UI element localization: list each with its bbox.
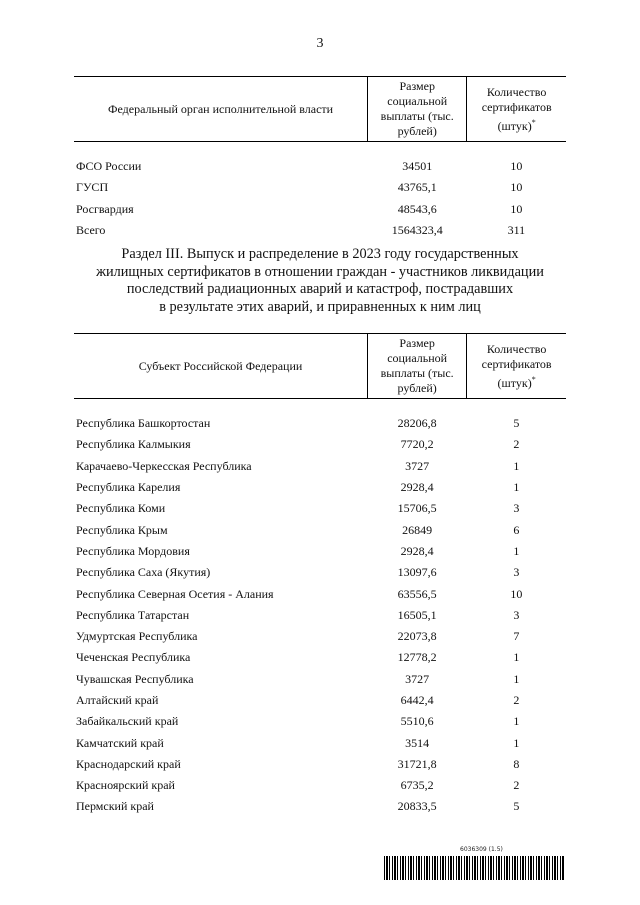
document-barcode: [384, 846, 564, 882]
table-body: [74, 142, 566, 242]
barcode-number: 6036309 (1.5): [460, 846, 503, 853]
row-payment-cell: 2928,4: [400, 543, 434, 558]
row-count-cell: 1: [513, 480, 520, 495]
table-row: [74, 626, 566, 647]
row-count-cell: 10: [510, 159, 523, 174]
table-row: [74, 177, 566, 198]
table-row: [74, 413, 566, 434]
row-count-cell: 1: [513, 671, 520, 686]
row-count-cell: 311: [507, 223, 526, 238]
row-count-cell: 2: [513, 437, 520, 452]
row-count-cell: 5: [513, 799, 520, 814]
row-count-cell: 10: [510, 201, 523, 216]
table-row: [74, 775, 566, 796]
row-payment-cell: 20833,5: [397, 799, 437, 814]
table-row: [74, 199, 566, 220]
row-payment-cell: 6442,4: [400, 693, 434, 707]
column-header-agency: Федеральный орган исполнительной власти: [108, 101, 334, 116]
row-name-cell: Чувашская Республика: [76, 671, 194, 686]
row-payment-cell: 63556,5: [397, 586, 437, 601]
row-name-cell: Чеченская Республика: [76, 650, 191, 665]
row-payment-cell: 13097,6: [397, 565, 437, 580]
spacer-row: [74, 399, 566, 414]
row-count-cell: 6: [513, 522, 520, 537]
table-row: [74, 711, 566, 732]
table-row: [74, 456, 566, 477]
page-number: 3: [316, 36, 324, 51]
row-name-cell: Республика Коми: [76, 501, 166, 516]
table-header-row: [74, 334, 566, 399]
row-name-cell: Росгвардия: [76, 201, 134, 216]
section-title: Раздел III. Выпуск и распределение в 2023 году государственных жилищных сертификатов в отношении граждан - участников ликвидации последствий радиационных аварий и катастроф, пострадавших в результате этих аварий, и приравненных к ним лиц: [96, 246, 544, 315]
column-header-region: Субъект Российской Федерации: [138, 358, 303, 373]
table-row: [74, 583, 566, 604]
table-row: [74, 754, 566, 775]
row-payment-cell: 26849: [402, 522, 433, 537]
row-name-cell: Республика Мордовия: [76, 543, 190, 558]
table-row: [74, 220, 566, 241]
row-payment-cell: 2928,4: [400, 480, 434, 495]
row-payment-cell: 1564323,4: [391, 223, 443, 238]
row-count-cell: 1: [513, 735, 520, 750]
row-name-cell: Алтайский край: [76, 693, 159, 707]
row-count-cell: 5: [513, 416, 520, 431]
row-count-cell: 8: [513, 756, 520, 771]
row-payment-cell: 43765,1: [397, 180, 437, 195]
table-row: [74, 156, 566, 177]
row-payment-cell: 5510,6: [400, 714, 434, 729]
table-row: [74, 562, 566, 583]
row-name-cell: Республика Северная Осетия - Алания: [76, 586, 274, 601]
row-payment-cell: 12778,2: [397, 650, 437, 665]
regions-table: [74, 333, 566, 818]
footnote-mark: *: [531, 117, 536, 127]
row-count-cell: 1: [513, 543, 520, 558]
row-payment-cell: 3514: [405, 735, 430, 750]
row-payment-cell: 16505,1: [397, 607, 437, 622]
row-name-cell: Республика Башкортостан: [76, 416, 211, 431]
column-header-count: [467, 334, 566, 399]
row-count-cell: 7: [513, 629, 520, 644]
table-row: [74, 669, 566, 690]
row-count-cell: 2: [513, 778, 520, 793]
row-count-cell: 1: [513, 458, 520, 473]
table-row: [74, 434, 566, 455]
row-name-cell: Удмуртская Республика: [76, 629, 198, 644]
footnote-mark: *: [531, 374, 536, 384]
row-name-cell: Республика Саха (Якутия): [76, 565, 211, 580]
column-header-count: [467, 77, 566, 142]
row-payment-cell: 34501: [402, 159, 433, 174]
table-row: [74, 605, 566, 626]
row-count-cell: 3: [513, 565, 520, 580]
row-count-cell: 10: [510, 180, 523, 195]
row-count-cell: 3: [513, 607, 520, 622]
row-payment-cell: 22073,8: [397, 629, 437, 644]
row-name-cell: Камчатский край: [76, 735, 164, 750]
row-name-cell: Республика Татарстан: [76, 607, 190, 622]
row-payment-cell: 15706,5: [397, 501, 437, 516]
row-name-cell: Республика Калмыкия: [76, 437, 191, 452]
row-payment-cell: 7720,2: [400, 437, 434, 452]
table-row: [74, 732, 566, 753]
table-row: [74, 541, 566, 562]
row-payment-cell: 6735,2: [400, 778, 434, 793]
row-payment-cell: 48543,6: [397, 201, 437, 216]
row-payment-cell: 3727: [405, 671, 430, 686]
row-name-cell: Республика Крым: [76, 522, 168, 537]
row-name-cell: Красноярский край: [76, 778, 175, 793]
federal-agencies-table: [74, 76, 566, 241]
row-count-cell: 2: [513, 693, 520, 707]
column-header-payment: Размер социальной выплаты (тыс. рублей): [368, 77, 467, 142]
row-payment-cell: 3727: [405, 458, 430, 473]
row-name-cell: Карачаево-Черкесская Республика: [76, 458, 252, 473]
row-name-cell: Пермский край: [76, 799, 154, 814]
row-count-cell: 3: [513, 501, 520, 516]
table-row: [74, 647, 566, 668]
table-row: [74, 498, 566, 519]
table-row: [74, 519, 566, 540]
barcode-icon: [384, 856, 564, 880]
table-body: [74, 399, 566, 818]
table-row: [74, 477, 566, 498]
column-header-payment: Размер социальной выплаты (тыс. рублей): [368, 334, 467, 399]
row-count-cell: 10: [510, 586, 523, 601]
column-header-count-label: Количество сертификатов (штук): [481, 84, 552, 133]
row-payment-cell: 31721,8: [397, 756, 437, 771]
row-name-cell: ГУСП: [76, 180, 109, 195]
table-header-row: [74, 77, 566, 142]
row-name-cell: ФСО России: [76, 159, 142, 174]
column-header-count-label: Количество сертификатов (штук): [481, 341, 552, 390]
row-name-cell: Забайкальский край: [76, 714, 179, 729]
spacer-row: [74, 142, 566, 157]
row-name-cell: Республика Карелия: [76, 480, 181, 495]
row-name-cell: Всего: [76, 223, 106, 238]
row-count-cell: 1: [513, 650, 520, 665]
table-row: [74, 690, 566, 711]
table-row: [74, 796, 566, 817]
row-payment-cell: 28206,8: [397, 416, 437, 431]
row-name-cell: Краснодарский край: [76, 756, 181, 771]
row-count-cell: 1: [513, 714, 520, 729]
